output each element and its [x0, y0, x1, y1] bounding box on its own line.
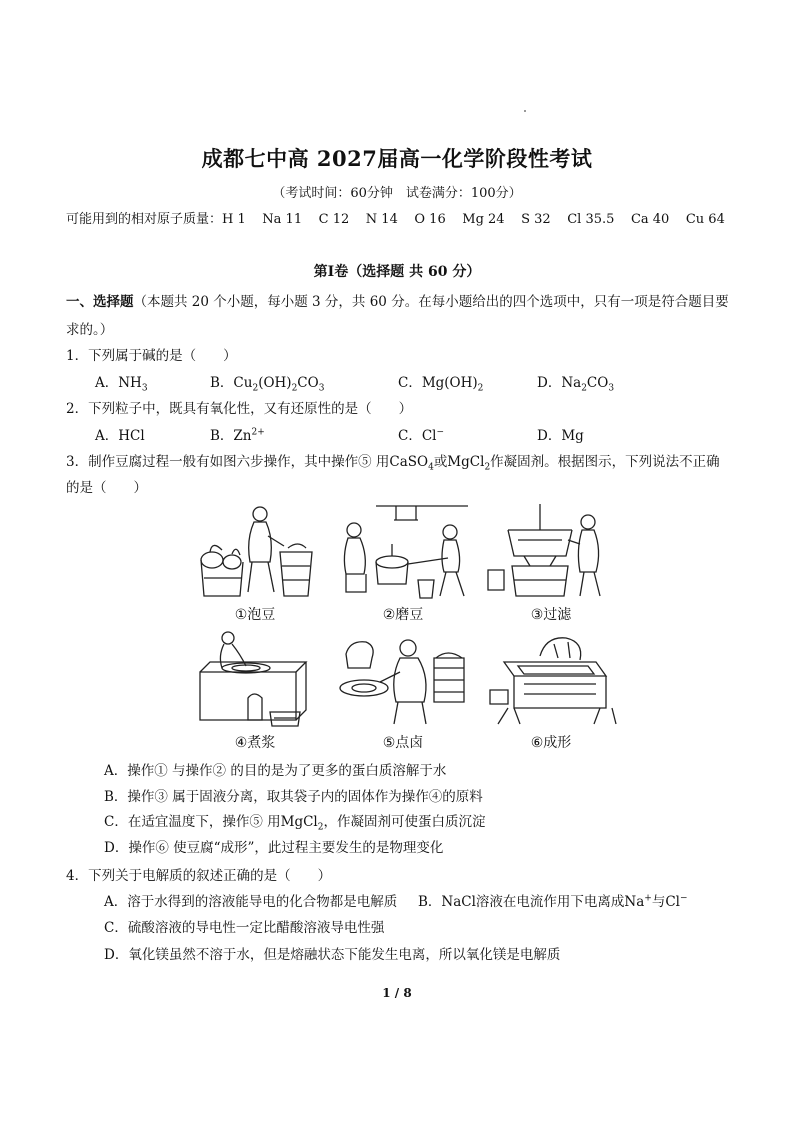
panel-soak-beans: [188, 500, 322, 623]
q2-option-c: [398, 424, 444, 444]
filter-illustration: [484, 500, 618, 604]
mass-ca: Ca 40: [630, 212, 670, 227]
boil-pulp-illustration: [188, 628, 322, 732]
exam-subtitle: （考试时间：60分钟 试卷满分：100分）: [272, 186, 522, 201]
q4-b-sup-plus: +: [644, 893, 652, 904]
panel-grind-beans: [336, 500, 470, 623]
q3-stem-line-1: [66, 450, 720, 473]
q1-a-sub: 3: [141, 383, 148, 394]
masses-label: 可能用到的相对原子质量：: [66, 212, 223, 227]
q2-stem: 2．下列粒子中，既具有氧化性，又有还原性的是（ ）: [66, 401, 413, 417]
caption-grind-beans: ②磨豆: [382, 607, 424, 623]
caption-coagulate: ⑤点卤: [382, 735, 424, 751]
panel-boil-pulp: [188, 628, 322, 751]
q3-stem-a: 3．制作豆腐过程一般有如图六步操作，其中操作⑤ 用CaSO: [66, 454, 429, 470]
soak-beans-illustration: [188, 500, 322, 604]
section-title: 第Ⅰ卷（选择题 共 60 分）: [313, 264, 481, 280]
q2-option-b: [210, 424, 265, 444]
mass-na: Na 11: [262, 212, 303, 227]
q3-sub-4: 4: [428, 462, 434, 473]
coagulate-illustration: [336, 628, 470, 732]
q3-stem-line-2: 的是（ ）: [66, 480, 147, 496]
scan-speck: [524, 110, 526, 112]
grind-beans-illustration: [336, 500, 470, 604]
tofu-process-figure: [188, 500, 620, 752]
q2-b-text: B．Zn: [210, 428, 252, 444]
q1-stem: 1．下列属于碱的是（ ）: [66, 348, 237, 364]
q2-c-text: C．Cl: [398, 428, 437, 444]
q1-b-pre: B．Cu: [210, 375, 253, 391]
q1-option-c: [398, 371, 483, 394]
q1-b-sub3: 3: [318, 383, 325, 394]
page-number: 1 / 8: [382, 986, 412, 1000]
q3-sub-2: 2: [484, 462, 491, 473]
panel-shape: [484, 628, 618, 751]
mass-o: O 16: [414, 212, 446, 227]
panel-filter: [484, 500, 618, 623]
section-instructions: [66, 290, 729, 310]
q1-c-text: C．Mg(OH): [398, 375, 478, 391]
instructions-line-1: （本题共 20 个小题，每小题 3 分，共 60 分。在每小题给出的四个选项中，只有一项是符合题目要: [133, 294, 729, 310]
caption-soak-beans: ①泡豆: [234, 607, 276, 623]
q3-c-sub: 2: [317, 822, 324, 833]
q4-b-sup-minus: −: [680, 893, 688, 904]
q1-b-end: CO: [297, 375, 319, 391]
q4-option-a: A．溶于水得到的溶液能导电的化合物都是电解质: [104, 894, 398, 910]
q2-c-sup: −: [436, 427, 445, 438]
q4-option-d: D．氧化镁虽然不溶于水，但是熔融状态下能发生电离，所以氧化镁是电解质: [104, 947, 561, 963]
q1-option-a: [95, 371, 148, 394]
atomic-masses: [66, 208, 725, 227]
caption-filter: ③过滤: [530, 607, 572, 623]
q4-option-b: [418, 890, 688, 910]
q3-c-post: ，作凝固剂可使蛋白质沉淀: [323, 814, 486, 830]
q1-b-sub2: 2: [291, 383, 298, 394]
caption-shape: ⑥成形: [530, 735, 572, 751]
q1-b-mid: (OH): [258, 375, 292, 391]
instructions-line-2: 求的。）: [66, 322, 114, 338]
q1-option-b: [210, 371, 324, 394]
q3-c-pre: C．在适宜温度下，操作⑤ 用MgCl: [104, 814, 318, 830]
q2-option-a: A．HCl: [95, 428, 145, 444]
section-heading: 一、选择题: [66, 294, 134, 310]
q2-b-sup: 2+: [251, 427, 265, 438]
panel-coagulate: [336, 628, 470, 751]
q2-option-d: D．Mg: [537, 428, 584, 444]
q1-option-d: [537, 371, 614, 394]
shape-illustration: [484, 628, 618, 732]
mass-h: H 1: [222, 212, 246, 227]
mass-s: S 32: [521, 212, 551, 227]
mass-n: N 14: [365, 212, 398, 227]
caption-boil-pulp: ④煮浆: [234, 735, 276, 751]
q3-option-a: A．操作① 与操作② 的目的是为了更多的蛋白质溶解于水: [104, 763, 447, 779]
q4-option-c: C．硫酸溶液的导电性一定比醋酸溶液导电性强: [104, 920, 385, 936]
mass-cl: Cl 35.5: [567, 212, 615, 227]
q1-d-sub2: 3: [608, 383, 615, 394]
q1-d-sub1: 2: [581, 383, 587, 394]
mass-cu: Cu 64: [685, 212, 725, 227]
q1-d-end: CO: [586, 375, 609, 391]
q3-stem-c: 作凝固剂。根据图示，下列说法不正确: [490, 454, 720, 470]
q4-b-pre: B．NaCl溶液在电流作用下电离成Na: [418, 894, 645, 910]
q1-b-sub1: 2: [252, 383, 259, 394]
q3-option-b: B．操作③ 属于固液分离，取其袋子内的固体作为操作④的原料: [104, 789, 483, 805]
q3-option-c: [104, 810, 485, 833]
q3-option-d: D．操作⑥ 使豆腐“成形”，此过程主要发生的是物理变化: [104, 840, 444, 856]
q1-d-pre: D．Na: [537, 375, 582, 391]
exam-title: 成都七中高 2027届高一化学阶段性考试: [201, 146, 593, 171]
mass-mg: Mg 24: [462, 212, 505, 227]
q4-b-mid: 与Cl: [651, 894, 680, 910]
q1-a-text: A．NH: [95, 375, 142, 391]
q4-stem: 4．下列关于电解质的叙述正确的是（ ）: [66, 868, 332, 884]
q3-stem-b: 或MgCl: [433, 454, 485, 470]
mass-c: C 12: [318, 212, 350, 227]
q1-c-sub: 2: [477, 383, 484, 394]
